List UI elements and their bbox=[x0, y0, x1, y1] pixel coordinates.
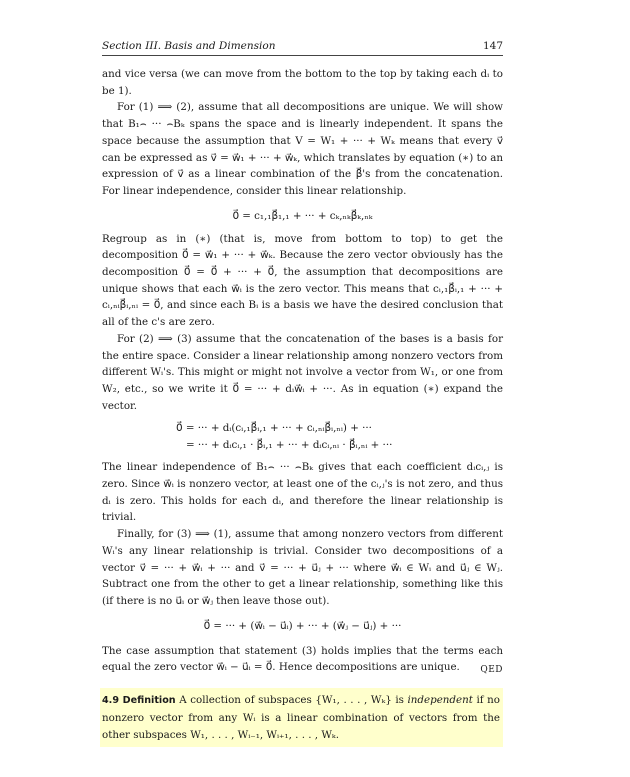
running-header bbox=[102, 40, 503, 56]
paragraph-regroup: Regroup as in (∗) (that is, move from bottom to top) to get the decomposition 0⃗ = w⃗₁ + ··· + w⃗ₖ. Because the zero vector obviously has the decomposition 0⃗ = 0⃗ + ··· + 0⃗, the assumption that decompositions are unique shows that each w⃗ᵢ is the zero vector. This means that cᵢ,₁β⃗ᵢ,₁ + ··· + cᵢ,ₙᵢβ⃗ᵢ,ₙᵢ = 0⃗, and since each Bᵢ is a basis we have the desired conclusion that all of the c's are zero. bbox=[102, 232, 503, 329]
definition-text bbox=[102, 692, 500, 743]
paragraph-1: and vice versa (we can move from the bottom to the top by taking each dᵢ to be 1). bbox=[102, 68, 503, 97]
definition-label: 4.9 Definition bbox=[102, 695, 176, 707]
definition-term: independent bbox=[407, 694, 473, 707]
definition-text-after: if no nonzero vector from any Wᵢ is a linear combination of vectors from the other subspaces W₁, . . . , Wᵢ₋₁, Wᵢ₊₁, . . . , Wₖ. bbox=[102, 694, 500, 741]
paragraph-linear-independence: The linear independence of B₁⌢ ··· ⌢Bₖ gives that each coefficient dᵢcᵢ,ⱼ is zero. Since w⃗ᵢ is nonzero vector, at least one of the cᵢ,ⱼ's is not zero, and thus dᵢ is zero. This holds for each dᵢ, and therefore the linear relationship is trivial. bbox=[102, 461, 503, 524]
conclusion-text: The case assumption that statement (3) holds implies that the terms each equal the zero vector w⃗ᵢ − u⃗ᵢ = 0⃗. Hence decompositions are unique. bbox=[102, 644, 503, 674]
equation-linear-relationship: 0⃗ = c₁,₁β⃗₁,₁ + ··· + cₖ,ₙₖβ⃗ₖ,ₙₖ bbox=[232, 209, 373, 222]
page bbox=[102, 40, 503, 747]
end-of-proof-mark: QED bbox=[480, 665, 503, 676]
paragraph-proof-2-3: For (2) ⟹ (3) assume that the concatenation of the bases is a basis for the entire space. Consider a linear relationship among nonzero vectors from different Wᵢ's. This might or might not involve a vector from W₁, or one from W₂, etc., so we write it 0⃗ = ··· + dᵢw⃗ᵢ + ···. As in equation (∗) expand the vector. bbox=[102, 332, 503, 412]
equation-expansion-line-1: 0⃗ = ··· + dᵢ(cᵢ,₁β⃗ᵢ,₁ + ··· + cᵢ,ₙᵢβ⃗ᵢ,ₙᵢ) + ··· bbox=[176, 422, 372, 435]
equation-expansion-line-2: = ··· + dᵢcᵢ,₁ · β⃗ᵢ,₁ + ··· + dᵢcᵢ,ₙᵢ · β⃗ᵢ,ₙᵢ + ··· bbox=[186, 439, 393, 452]
paragraph-proof-1-2: For (1) ⟹ (2), assume that all decompositions are unique. We will show that B₁⌢ ··· ⌢Bₖ spans the space and is linearly independent. It spans the space because the assumption that V = W₁ + ··· + Wₖ means that every v⃗ can be expressed as v⃗ = w⃗₁ + ··· + w⃗ₖ, which translates by equation (∗) to an expression of v⃗ as a linear combination of the β⃗'s from the concatenation. For linear independence, consider this linear relationship. bbox=[102, 101, 503, 197]
equation-expansion bbox=[102, 420, 503, 454]
paragraph-conclusion bbox=[102, 643, 503, 676]
page-number: 147 bbox=[482, 40, 503, 52]
definition-text-before: A collection of subspaces {W₁, . . . , Wₖ} is bbox=[179, 694, 404, 707]
paragraph-proof-3-1: Finally, for (3) ⟹ (1), assume that among nonzero vectors from different Wᵢ's any linear relationship is trivial. Consider two decompositions of a vector v⃗ = ··· + w⃗ᵢ + ··· and v⃗ = ··· + u⃗ⱼ + ··· where w⃗ᵢ ∈ Wᵢ and u⃗ⱼ ∈ Wⱼ. Subtract one from the other to get a linear relationship, something like this (if there is no u⃗ᵢ or w⃗ⱼ then leave those out). bbox=[102, 528, 503, 607]
section-title: Section III. Basis and Dimension bbox=[102, 40, 276, 52]
definition-box bbox=[100, 688, 503, 747]
equation-subtraction: 0⃗ = ··· + (w⃗ᵢ − u⃗ᵢ) + ··· + (w⃗ⱼ − u⃗ⱼ) + ··· bbox=[203, 619, 402, 632]
